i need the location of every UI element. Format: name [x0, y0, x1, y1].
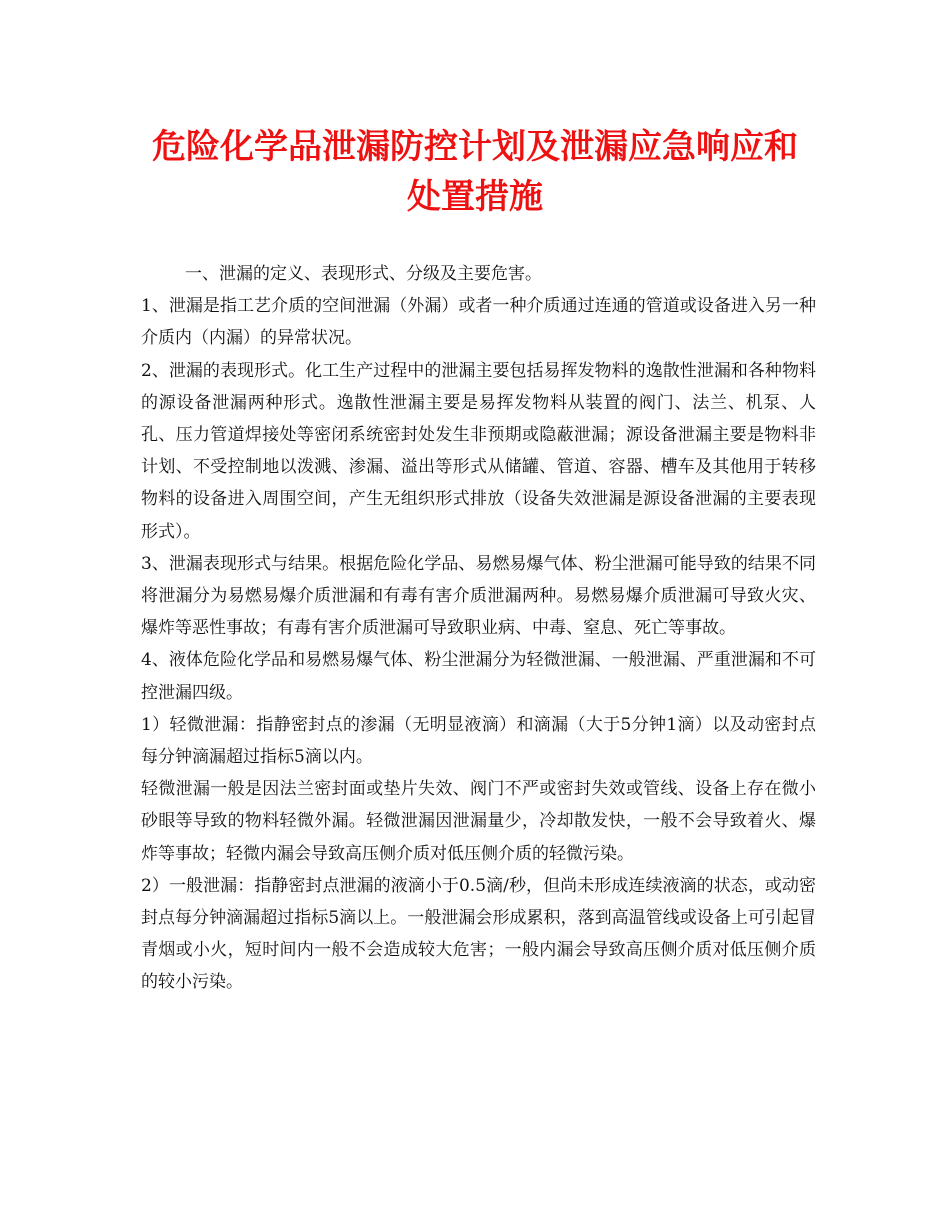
paragraph: 轻微泄漏一般是因法兰密封面或垫片失效、阀门不严或密封失效或管线、设备上存在微小砂眼等导致的物料轻微外漏。轻微泄漏因泄漏量少，冷却散发快，一般不会导致着火、爆炸等事故；轻微内漏会导致高压侧介质对低压侧介质的轻微污染。: [141, 779, 816, 864]
title-line-2: 处置措施: [407, 177, 543, 217]
section-heading: 一、泄漏的定义、表现形式、分级及主要危害。: [185, 264, 542, 284]
document-title: [0, 122, 950, 222]
paragraph: 1）轻微泄漏：指静密封点的渗漏（无明显液滴）和滴漏（大于5分钟1滴）以及动密封点每分钟滴漏超过指标5滴以内。: [141, 714, 816, 768]
paragraph: 2、泄漏的表现形式。化工生产过程中的泄漏主要包括易挥发物料的逸散性泄漏和各种物料的源设备泄漏两种形式。逸散性泄漏主要是易挥发物料从装置的阀门、法兰、机泵、人孔、压力管道焊接处等密闭系统密封处发生非预期或隐蔽泄漏；源设备泄漏主要是物料非计划、不受控制地以泼溅、渗漏、溢出等形式从储罐、管道、容器、槽车及其他用于转移物料的设备进入周围空间，产生无组织形式排放（设备失效泄漏是源设备泄漏的主要表现形式）。: [141, 360, 816, 542]
paragraph: 4、液体危险化学品和易燃易爆气体、粉尘泄漏分为轻微泄漏、一般泄漏、严重泄漏和不可控泄漏四级。: [141, 650, 816, 703]
paragraph: 3、泄漏表现形式与结果。根据危险化学品、易燃易爆气体、粉尘泄漏可能导致的结果不同将泄漏分为易燃易爆介质泄漏和有毒有害介质泄漏两种。易燃易爆介质泄漏可导致火灾、爆炸等恶性事故；有毒有害介质泄漏可导致职业病、中毒、窒息、死亡等事故。: [141, 553, 816, 639]
title-line-1: 危险化学品泄漏防控计划及泄漏应急响应和: [152, 127, 798, 167]
paragraph: 1、泄漏是指工艺介质的空间泄漏（外漏）或者一种介质通过连通的管道或设备进入另一种介质内（内漏）的异常状况。: [141, 296, 816, 349]
paragraph: 2）一般泄漏：指静密封点泄漏的液滴小于0.5滴/秒，但尚未形成连续液滴的状态，或动密封点每分钟滴漏超过指标5滴以上。一般泄漏会形成累积，落到高温管线或设备上可引起冒青烟或小火，短时间内一般不会造成较大危害；一般内漏会导致高压侧介质对低压侧介质的较小污染。: [141, 875, 816, 993]
document-body: [141, 258, 816, 999]
